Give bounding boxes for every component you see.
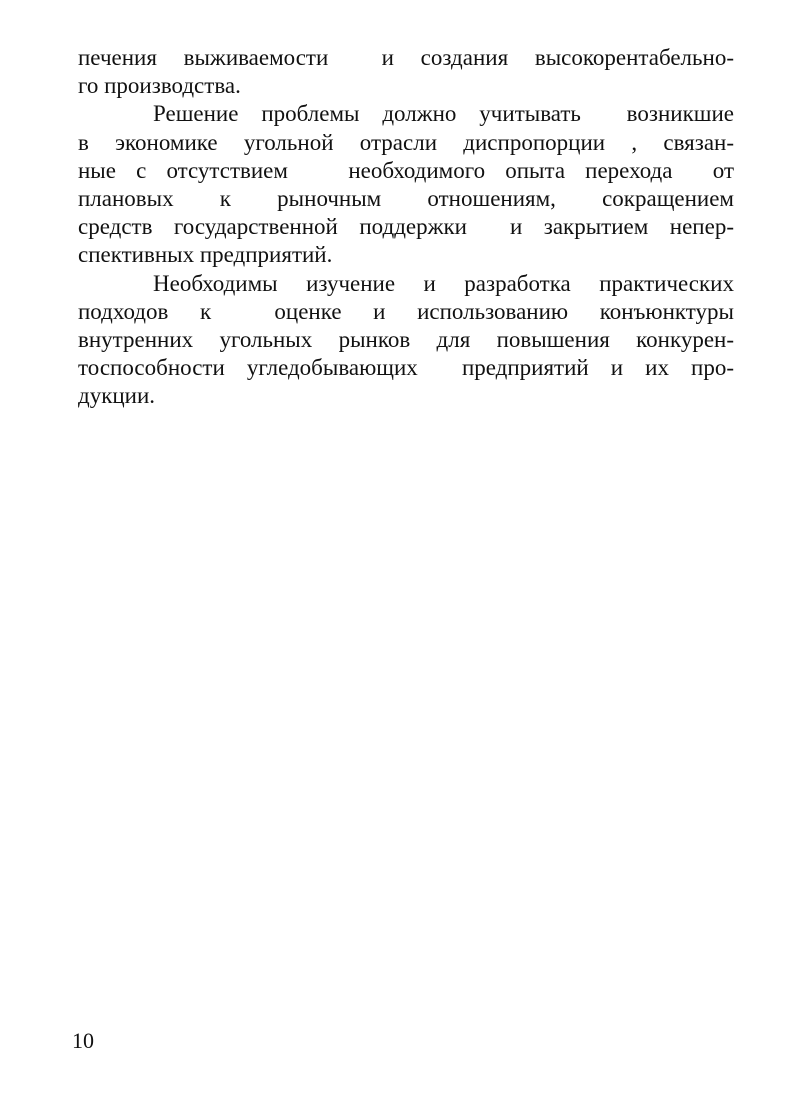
text-line: внутренних угольных рынков для повышения конкурен- bbox=[78, 326, 734, 352]
text-line: печения выживаемости и создания высокорентабельно- bbox=[78, 45, 734, 70]
text-line: Решение проблемы должно учитывать возникшие bbox=[153, 101, 734, 127]
paragraph-1 bbox=[78, 44, 734, 100]
page-number: 10 bbox=[72, 1028, 94, 1053]
text-line: в экономике угольной отрасли диспропорции , связан- bbox=[78, 129, 734, 155]
text-line: плановых к рыночным отношениям, сокращением bbox=[78, 185, 734, 211]
text-line: дукции. bbox=[78, 383, 156, 409]
text-line: спективных предприятий. bbox=[78, 242, 333, 268]
text-line: го производства. bbox=[78, 73, 241, 99]
text-line: ные с отсутствием необходимого опыта перехода от bbox=[78, 157, 734, 183]
body-text bbox=[78, 44, 734, 410]
paragraph-3 bbox=[78, 270, 734, 411]
paragraph-2 bbox=[78, 100, 734, 269]
text-line: средств государственной поддержки и закрытием непер- bbox=[78, 214, 734, 240]
text-line: подходов к оценке и использованию конъюнктуры bbox=[78, 298, 734, 324]
text-line: тоспособности угледобывающих предприятий и их про- bbox=[78, 355, 734, 381]
text-line: Необходимы изучение и разработка практических bbox=[153, 270, 734, 296]
